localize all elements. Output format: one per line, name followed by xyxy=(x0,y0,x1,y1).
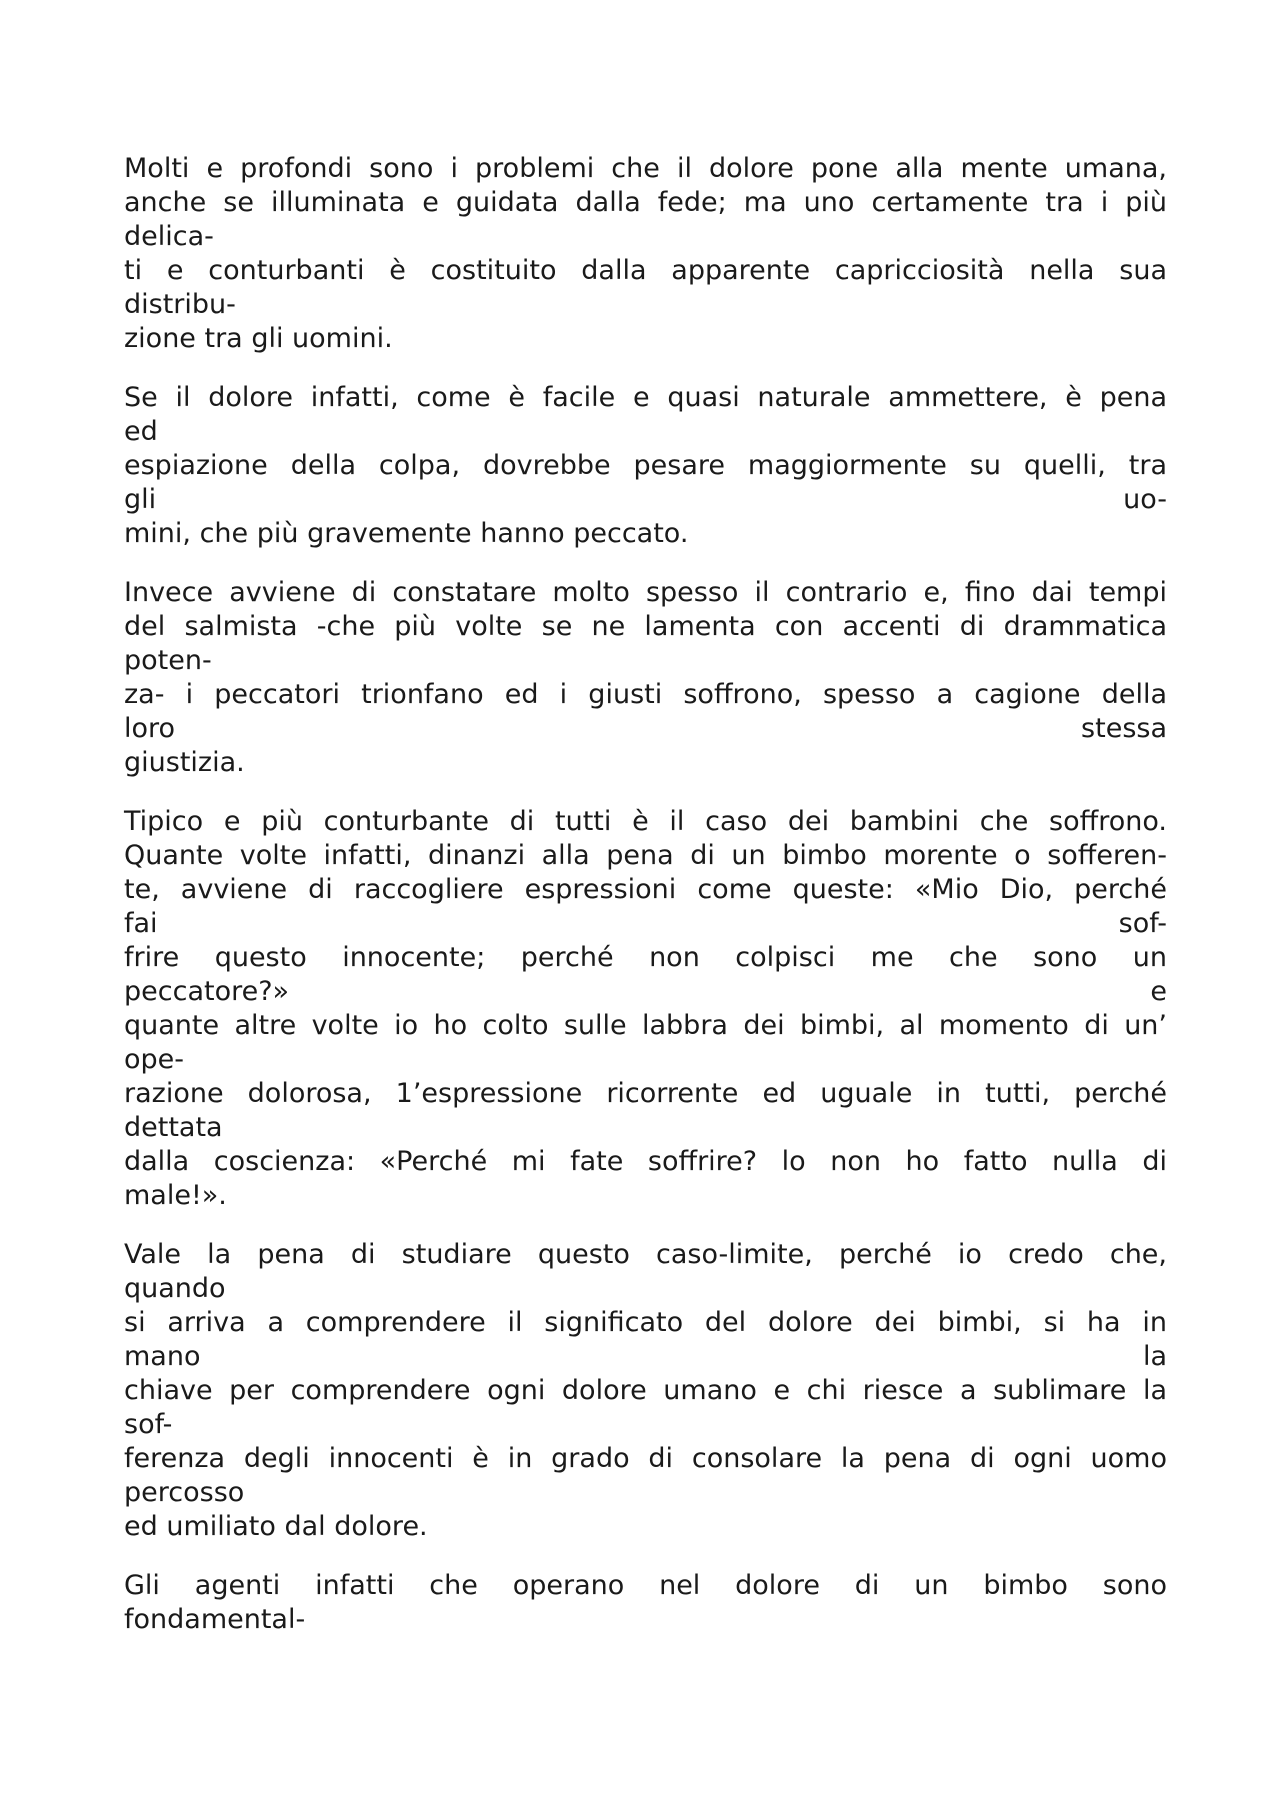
paragraph xyxy=(124,381,1167,551)
text-line: Quante volte infatti, dinanzi alla pena di un bimbo morente o sofferen- xyxy=(124,840,1167,871)
text-line: male!». xyxy=(124,1180,227,1211)
text-line: poten- xyxy=(124,645,212,676)
text-line: ed umiliato dal dolore. xyxy=(124,1511,428,1542)
text-line: Invece avviene di constatare molto spesso il contrario e, fino dai tempi xyxy=(124,577,1167,608)
text-line: ope- xyxy=(124,1044,185,1075)
text-line: delica- xyxy=(124,221,214,252)
text-line: sof- xyxy=(124,1409,173,1440)
text-line: giustizia. xyxy=(124,747,245,778)
paragraph xyxy=(124,1238,1167,1544)
text-line: quante altre volte io ho colto sulle labbra dei bimbi, al momento di un’ xyxy=(124,1010,1167,1041)
text-line: Vale la pena di studiare questo caso-limite, perché io credo che, xyxy=(124,1239,1167,1270)
text-line: gli uo- xyxy=(124,484,1167,515)
paragraph xyxy=(124,576,1167,780)
text-line: fondamental- xyxy=(124,1604,306,1635)
text-line: dalla coscienza: «Perché mi fate soffrire? lo non ho fatto nulla di xyxy=(124,1146,1167,1177)
text-line: del salmista -che più volte se ne lamenta con accenti di drammatica xyxy=(124,611,1167,642)
text-line: distribu- xyxy=(124,289,236,320)
text-line: si arriva a comprendere il significato del dolore dei bimbi, si ha in xyxy=(124,1307,1167,1338)
text-line: peccatore?» e xyxy=(124,976,1167,1007)
text-line: Gli agenti infatti che operano nel dolore di un bimbo sono xyxy=(124,1570,1167,1601)
text-line: Se il dolore infatti, come è facile e quasi naturale ammettere, è pena xyxy=(124,382,1167,413)
text-line: loro stessa xyxy=(124,713,1167,744)
text-line: za- i peccatori trionfano ed i giusti soffrono, spesso a cagione della xyxy=(124,679,1167,710)
text-line: frire questo innocente; perché non colpisci me che sono un xyxy=(124,942,1167,973)
text-line: chiave per comprendere ogni dolore umano e chi riesce a sublimare la xyxy=(124,1375,1167,1406)
text-line: espiazione della colpa, dovrebbe pesare maggiormente su quelli, tra xyxy=(124,450,1167,481)
text-line: ti e conturbanti è costituito dalla apparente capricciosità nella sua xyxy=(124,255,1167,286)
text-line: ed xyxy=(124,416,158,447)
text-line: mini, che più gravemente hanno peccato. xyxy=(124,518,689,549)
paragraph xyxy=(124,805,1167,1213)
paragraph xyxy=(124,152,1167,356)
text-line: fai sof- xyxy=(124,908,1167,939)
text-line: mano la xyxy=(124,1341,1167,1372)
document-page xyxy=(124,152,1167,1662)
text-line: Molti e profondi sono i problemi che il dolore pone alla mente umana, xyxy=(124,153,1167,184)
text-line: zione tra gli uomini. xyxy=(124,323,393,354)
text-line: te, avviene di raccogliere espressioni come queste: «Mio Dio, perché xyxy=(124,874,1167,905)
paragraph xyxy=(124,1569,1167,1637)
text-line: anche se illuminata e guidata dalla fede; ma uno certamente tra i più xyxy=(124,187,1167,218)
text-line: percosso xyxy=(124,1477,245,1508)
text-line: ferenza degli innocenti è in grado di consolare la pena di ogni uomo xyxy=(124,1443,1167,1474)
text-line: razione dolorosa, 1’espressione ricorrente ed uguale in tutti, perché xyxy=(124,1078,1167,1109)
text-line: Tipico e più conturbante di tutti è il caso dei bambini che soffrono. xyxy=(124,806,1167,837)
text-line: dettata xyxy=(124,1112,223,1143)
text-line: quando xyxy=(124,1273,226,1304)
